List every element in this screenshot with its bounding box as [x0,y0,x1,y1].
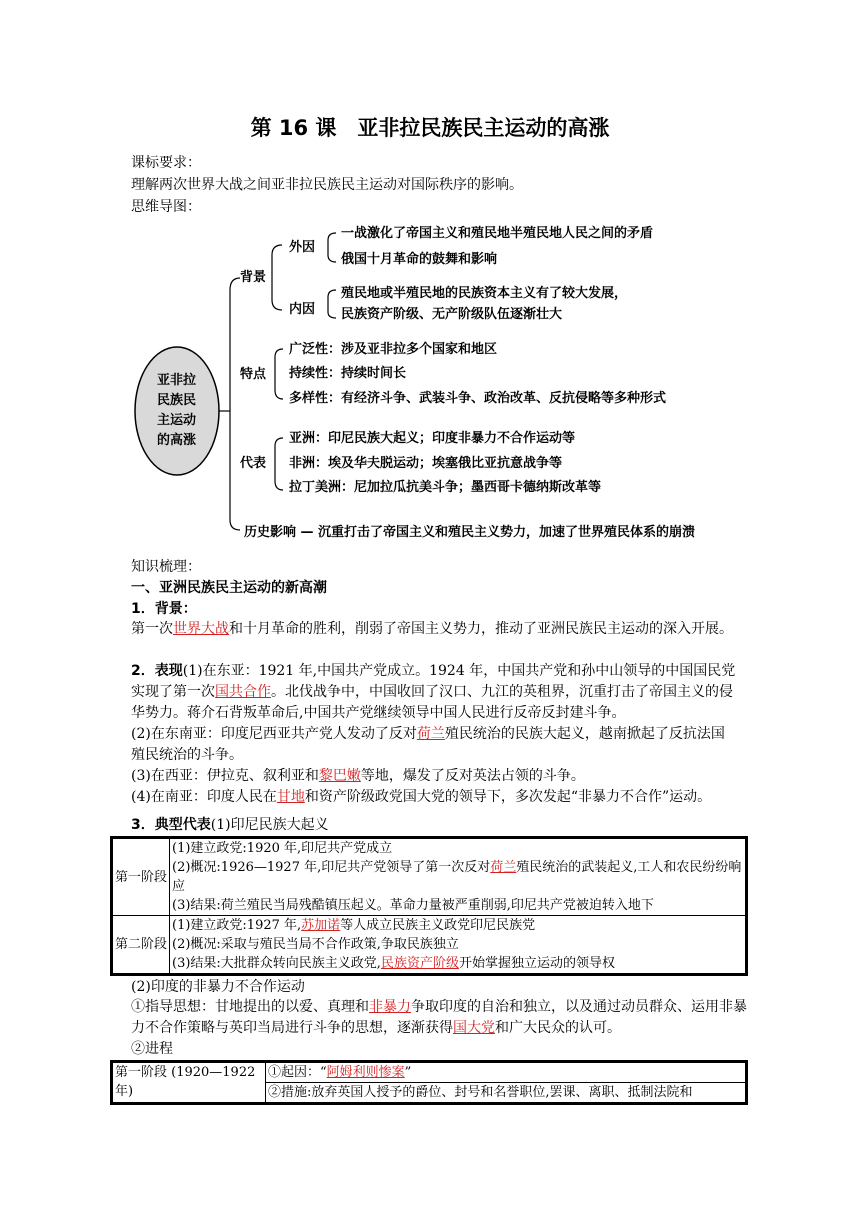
india-cause: ①起因：“阿姆利则惨案” [266,1062,747,1083]
node-background: 背景 [240,270,267,285]
feature-item-2: 持续性：持续时间长 [289,366,407,381]
knowledge-label: 知识梳理： [131,559,201,575]
center-line-3: 主运动 [157,413,197,428]
stage-2-content: (1)建立政党:1927 年,苏加诺等人成立民族主义政党印尼民族党 (2)概况:采取与殖民当局不合作政策,争取民族独立 (3)结果:大批群众转向民族主义政党,民族资产阶级开始掌握独立运动的领导权 [170,916,747,975]
india-process-label: ②进程 [131,1041,173,1057]
performance-paragraph-3: (3)在西亚：伊拉克、叙利亚和黎巴嫩等地，爆发了反对英法占领的斗争。 [131,768,585,784]
hl-gandhi: 甘地 [276,789,305,805]
performance-paragraph-4: (4)在南亚：印度人民在甘地和资产阶级政党国大党的领导下，多次发起“非暴力不合作”运动。 [131,789,712,805]
lesson-title: 第 16 课 亚非拉民族民主运动的高涨 [250,116,610,140]
rep-item-3: 拉丁美洲：尼加拉瓜抗美斗争；墨西哥卡德纳斯改革等 [289,480,602,495]
stage-1-label: 第一阶段 [112,838,170,916]
feature-item-3: 多样性：有经济斗争、武装斗争、政治改革、反抗侵略等多种形式 [289,391,667,406]
internal-item-2: 民族资产阶级、无产阶级队伍逐渐壮大 [341,307,563,322]
stage-1-content: (1)建立政党:1920 年,印尼共产党成立 (2)概况:1926—1927 年,印尼共产党领导了第一次反对荷兰殖民统治的武装起义,工人和农民纷纷响应 (3)结果:荷兰殖民当局残酷镇压起义。革命力量被严重削弱,印尼共产党被迫转入地下 [170,838,747,916]
rep-item-1: 亚洲：印尼民族大起义；印度非暴力不合作运动等 [289,431,576,446]
external-item-1: 一战激化了帝国主义和殖民地半殖民地人民之间的矛盾 [341,226,654,241]
representative-heading: 3．典型代表 [131,817,211,833]
india-stage-table [110,1060,748,1105]
center-line-4: 的高涨 [157,433,197,448]
external-item-2: 俄国十月革命的鼓舞和影响 [341,252,498,267]
hl-lebanon: 黎巴嫩 [318,768,361,784]
indonesia-table [110,836,748,976]
feature-item-1: 广泛性：涉及亚非拉多个国家和地区 [289,342,498,357]
performance-heading: 2．表现 [131,663,183,679]
mindmap-label: 思维导图： [131,199,201,215]
stage-2-label: 第二阶段 [112,916,170,975]
background-paragraph: 第一次世界大战和十月革命的胜利，削弱了帝国主义势力，推动了亚洲民族民主运动的深入开展。 [131,621,733,637]
representative-line: 3．典型代表(1)印尼民族大起义 [131,817,329,833]
internal-item-1: 殖民地或半殖民地的民族资本主义有了较大发展， [341,286,628,301]
background-heading: 1．背景： [131,601,197,617]
node-features: 特点 [240,367,267,382]
node-impact: 历史影响 — 沉重打击了帝国主义和殖民主义势力，加速了世界殖民体系的崩溃 [244,525,696,540]
hl-world-war: 世界大战 [173,621,229,637]
hl-netherlands: 荷兰 [416,726,445,742]
rep-item-2: 非洲：埃及华夫脱运动；埃塞俄比亚抗意战争等 [289,456,563,471]
india-subheading: (2)印度的非暴力不合作运动 [131,979,305,995]
node-external: 外因 [289,240,316,255]
node-internal: 内因 [289,302,316,317]
center-line-2: 民族民 [157,393,197,408]
performance-paragraph-2: (2)在东南亚：印度尼西亚共产党人发动了反对荷兰殖民统治的民族大起义，越南掀起了反抗法国殖民统治的斗争。 [131,726,725,763]
center-line-1: 亚非拉 [157,373,197,388]
section-1-title: 一、亚洲民族民主运动的新高潮 [131,580,327,596]
india-thought-paragraph: ①指导思想：甘地提出的以爱、真理和非暴力争取印度的自治和独立，以及通过动员群众、运用非暴力不合作策略与英印当局进行斗争的思想，逐渐获得国大党和广大民众的认可。 [131,999,747,1036]
requirement-text: 理解两次世界大战之间亚非拉民族民主运动对国际秩序的影响。 [131,177,523,193]
center-ellipse [135,347,219,475]
india-measures: ②措施:放弃英国人授予的爵位、封号和名誉职位,罢课、离职、抵制法院和 [266,1083,747,1104]
india-stage-1-label: 第一阶段 (1920—1922 年) [112,1062,266,1104]
mindmap-lines [0,0,860,560]
performance-paragraph-1: 2．表现(1)在东亚：1921 年,中国共产党成立。1924 年，中国共产党和孙中山领导的中国国民党实现了第一次国共合作。北伐战争中，中国收回了汉口、九江的英租界，沉重打击了帝国主义的侵华势力。蒋介石背叛革命后,中国共产党继续领导中国人民进行反帝反封建斗争。 [131,663,736,721]
requirement-label: 课标要求： [131,155,201,171]
hl-kmt-cpc: 国共合作 [215,684,271,700]
node-representatives: 代表 [240,456,267,471]
